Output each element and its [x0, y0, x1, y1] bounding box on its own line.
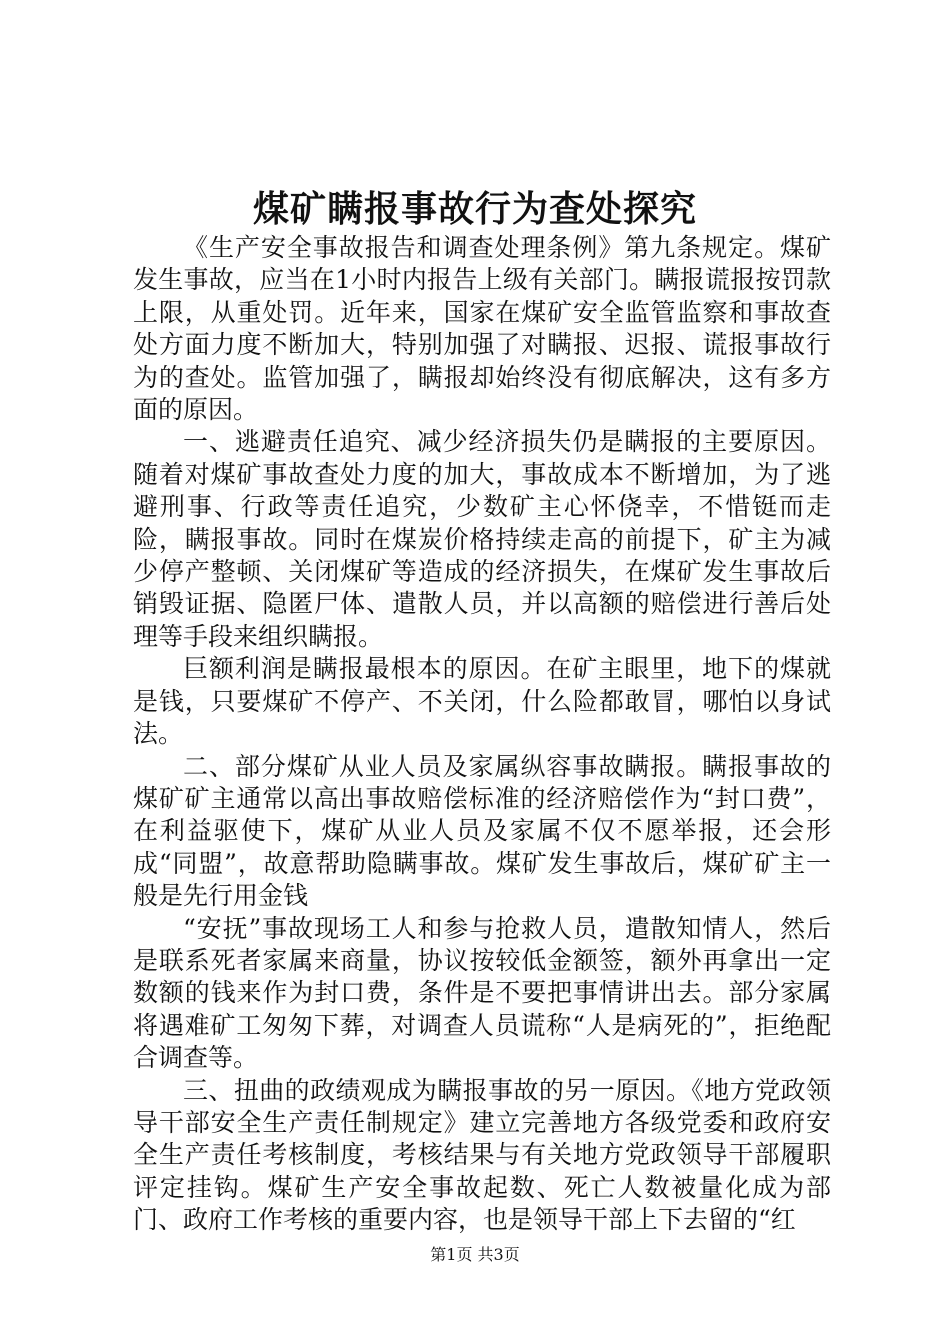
paragraph: 三、扭曲的政绩观成为瞒报事故的另一原因。《地方党政领导干部安全生产责任制规定》建立完善地方各级党委和政府安全生产责任考核制度，考核结果与有关地方党政领导干部履职评定挂钩。煤矿生产安全事故起数、死亡人数被量化成为部门、政府工作考核的重要内容，也是领导干部上下去留的“红: [133, 1075, 831, 1235]
paragraph: 《生产安全事故报告和调查处理条例》第九条规定。煤矿发生事故，应当在1小时内报告上级有关部门。瞒报谎报按罚款上限，从重处罚。近年来，国家在煤矿安全监管监察和事故查处方面力度不断加大，特别加强了对瞒报、迟报、谎报事故行为的查处。监管加强了，瞒报却始终没有彻底解决，这有多方面的原因。: [133, 233, 831, 425]
paragraph: 巨额利润是瞒报最根本的原因。在矿主眼里，地下的煤就是钱，只要煤矿不停产、不关闭，什么险都敢冒，哪怕以身试法。: [133, 654, 831, 749]
paragraph: “安抚”事故现场工人和参与抢救人员，遣散知情人，然后是联系死者家属来商量，协议按较低金额签，额外再拿出一定数额的钱来作为封口费，条件是不要把事情讲出去。部分家属将遇难矿工匆匆下葬，对调查人员谎称“人是病死的”，拒绝配合调查等。: [133, 913, 831, 1073]
paragraph: 一、逃避责任追究、减少经济损失仍是瞒报的主要原因。随着对煤矿事故查处力度的加大，事故成本不断增加，为了逃避刑事、行政等责任追究，少数矿主心怀侥幸，不惜铤而走险，瞒报事故。同时在煤炭价格持续走高的前提下，矿主为减少停产整顿、关闭煤矿等造成的经济损失，在煤矿发生事故后销毁证据、隐匿尸体、遣散人员，并以高额的赔偿进行善后处理等手段来组织瞒报。: [133, 427, 831, 651]
paragraph: 二、部分煤矿从业人员及家属纵容事故瞒报。瞒报事故的煤矿矿主通常以高出事故赔偿标准的经济赔偿作为“封口费”，在利益驱使下，煤矿从业人员及家属不仅不愿举报，还会形成“同盟”，故意帮助隐瞒事故。煤矿发生事故后，煤矿矿主一般是先行用金钱: [133, 751, 831, 911]
page-footer: 第1页 共3页: [430, 1245, 520, 1264]
document-title: 煤矿瞒报事故行为查处探究: [252, 188, 697, 230]
document-body: [133, 232, 831, 1237]
